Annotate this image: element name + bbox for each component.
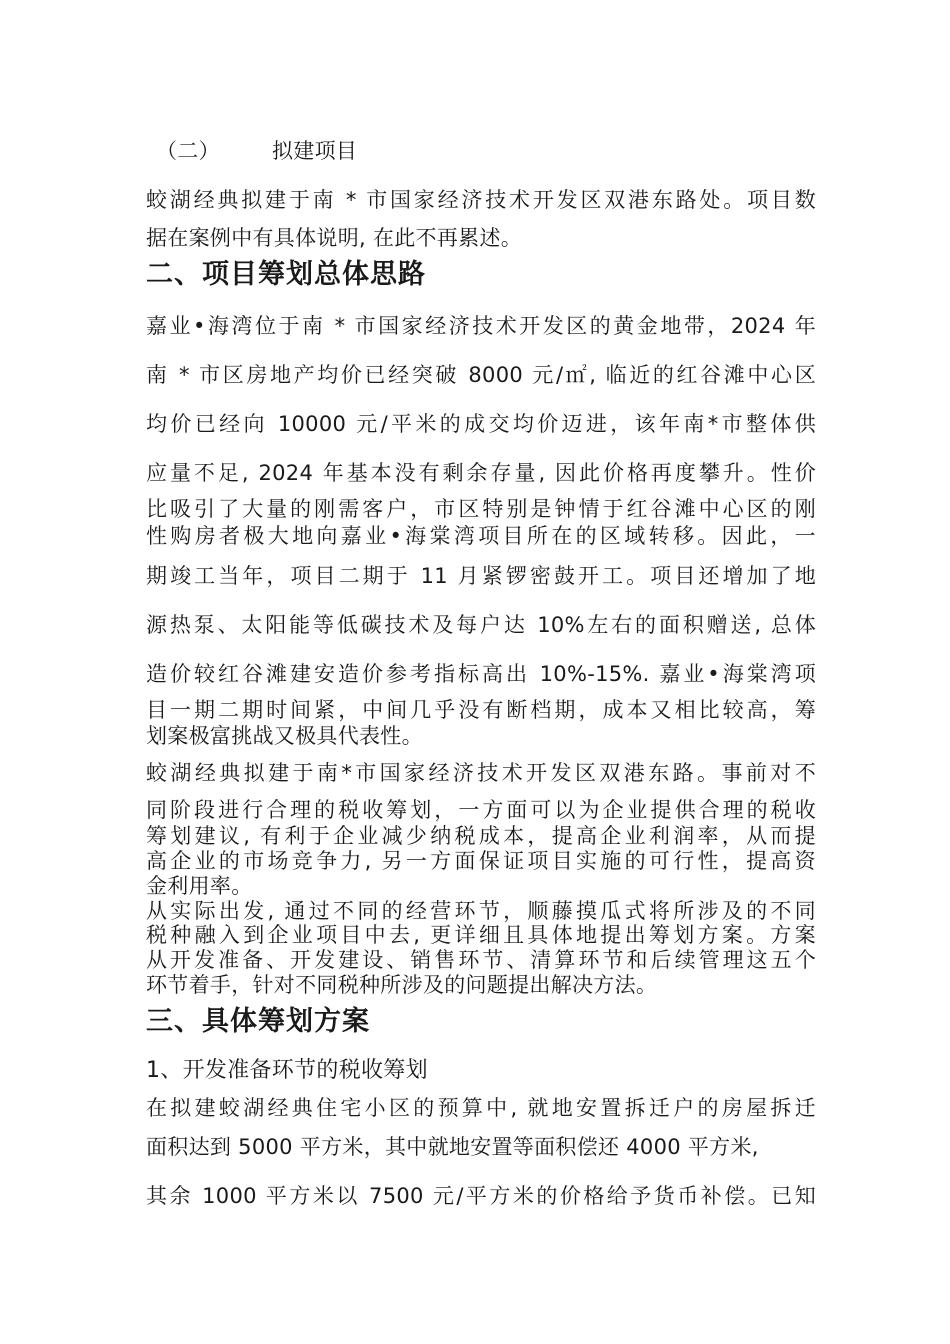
sub-heading-number: （二） bbox=[156, 139, 220, 163]
para2-line: 期竣工当年，项目二期于 11 月紧锣密鼓开工。项目还增加了地 bbox=[146, 564, 816, 588]
para5-line: 其余 1000 平方米以 7500 元/平方米的价格给予货币补偿。已知 bbox=[146, 1184, 816, 1208]
para4-line: 环节着手，针对不同税种所涉及的问题提出解决方法。 bbox=[146, 973, 658, 997]
para5-line: 面积达到 5000 平方米，其中就地安置等面积偿还 4000 平方米, bbox=[146, 1135, 759, 1159]
para1-line: 据在案例中有具体说明, 在此不再累述。 bbox=[146, 226, 523, 250]
subsection-heading: 1、开发准备环节的税收筹划 bbox=[146, 1058, 428, 1083]
para4-line: 从实际出发, 通过不同的经营环节，顺藤摸瓜式将所涉及的不同 bbox=[146, 899, 816, 923]
section-heading-3: 三、具体筹划方案 bbox=[146, 1006, 370, 1037]
para3-line: 高企业的市场竞争力, 另一方面保证项目实施的可行性，提高资 bbox=[146, 849, 816, 873]
para2-line: 源热泵、太阳能等低碳技术及每户达 10%左右的面积赠送, 总体 bbox=[146, 613, 816, 637]
para2-line: 均价已经向 10000 元/平米的成交均价迈进，该年南*市整体供 bbox=[146, 412, 816, 436]
para2-line: 南 * 市区房地产均价已经突破 8000 元/㎡, 临近的红谷滩中心区 bbox=[146, 363, 816, 387]
para2-line: 造价较红谷滩建安造价参考指标高出 10%-15%. 嘉业•海棠湾项 bbox=[146, 662, 816, 686]
para3-line: 金利用率。 bbox=[146, 874, 253, 898]
para2-line: 目一期二期时间紧，中间几乎没有断档期，成本又相比较高，筹 bbox=[146, 698, 816, 722]
sub-heading-title: 拟建项目 bbox=[272, 139, 358, 163]
para1-line: 蛟湖经典拟建于南 * 市国家经济技术开发区双港东路处。项目数 bbox=[146, 188, 816, 212]
sub-heading bbox=[146, 138, 816, 164]
para4-line: 税种融入到企业项目中去, 更详细且具体地提出筹划方案。方案 bbox=[146, 923, 816, 947]
para2-line: 应量不足, 2024 年基本没有剩余存量, 因此价格再度攀升。性价 bbox=[146, 461, 816, 485]
para2-line: 嘉业•海湾位于南 * 市国家经济技术开发区的黄金地带，2024 年 bbox=[146, 314, 816, 338]
para2-line: 性购房者极大地向嘉业•海棠湾项目所在的区域转移。因此，一 bbox=[146, 524, 816, 548]
para5-line: 在拟建蛟湖经典住宅小区的预算中, 就地安置拆迁户的房屋拆迁 bbox=[146, 1096, 816, 1120]
para3-line: 筹划建议, 有利于企业减少纳税成本，提高企业利润率，从而提 bbox=[146, 824, 816, 848]
para4-line: 从开发准备、开发建设、销售环节、清算环节和后续管理这五个 bbox=[146, 948, 816, 972]
section-heading-2: 二、项目筹划总体思路 bbox=[146, 259, 426, 290]
para2-line: 划案极富挑战又极具代表性。 bbox=[146, 724, 423, 748]
para2-line: 比吸引了大量的刚需客户，市区特别是钟情于红谷滩中心区的刚 bbox=[146, 497, 816, 521]
para3-line: 蛟湖经典拟建于南*市国家经济技术开发区双港东路。事前对不 bbox=[146, 761, 816, 785]
para3-line: 同阶段进行合理的税收筹划，一方面可以为企业提供合理的税收 bbox=[146, 798, 816, 822]
